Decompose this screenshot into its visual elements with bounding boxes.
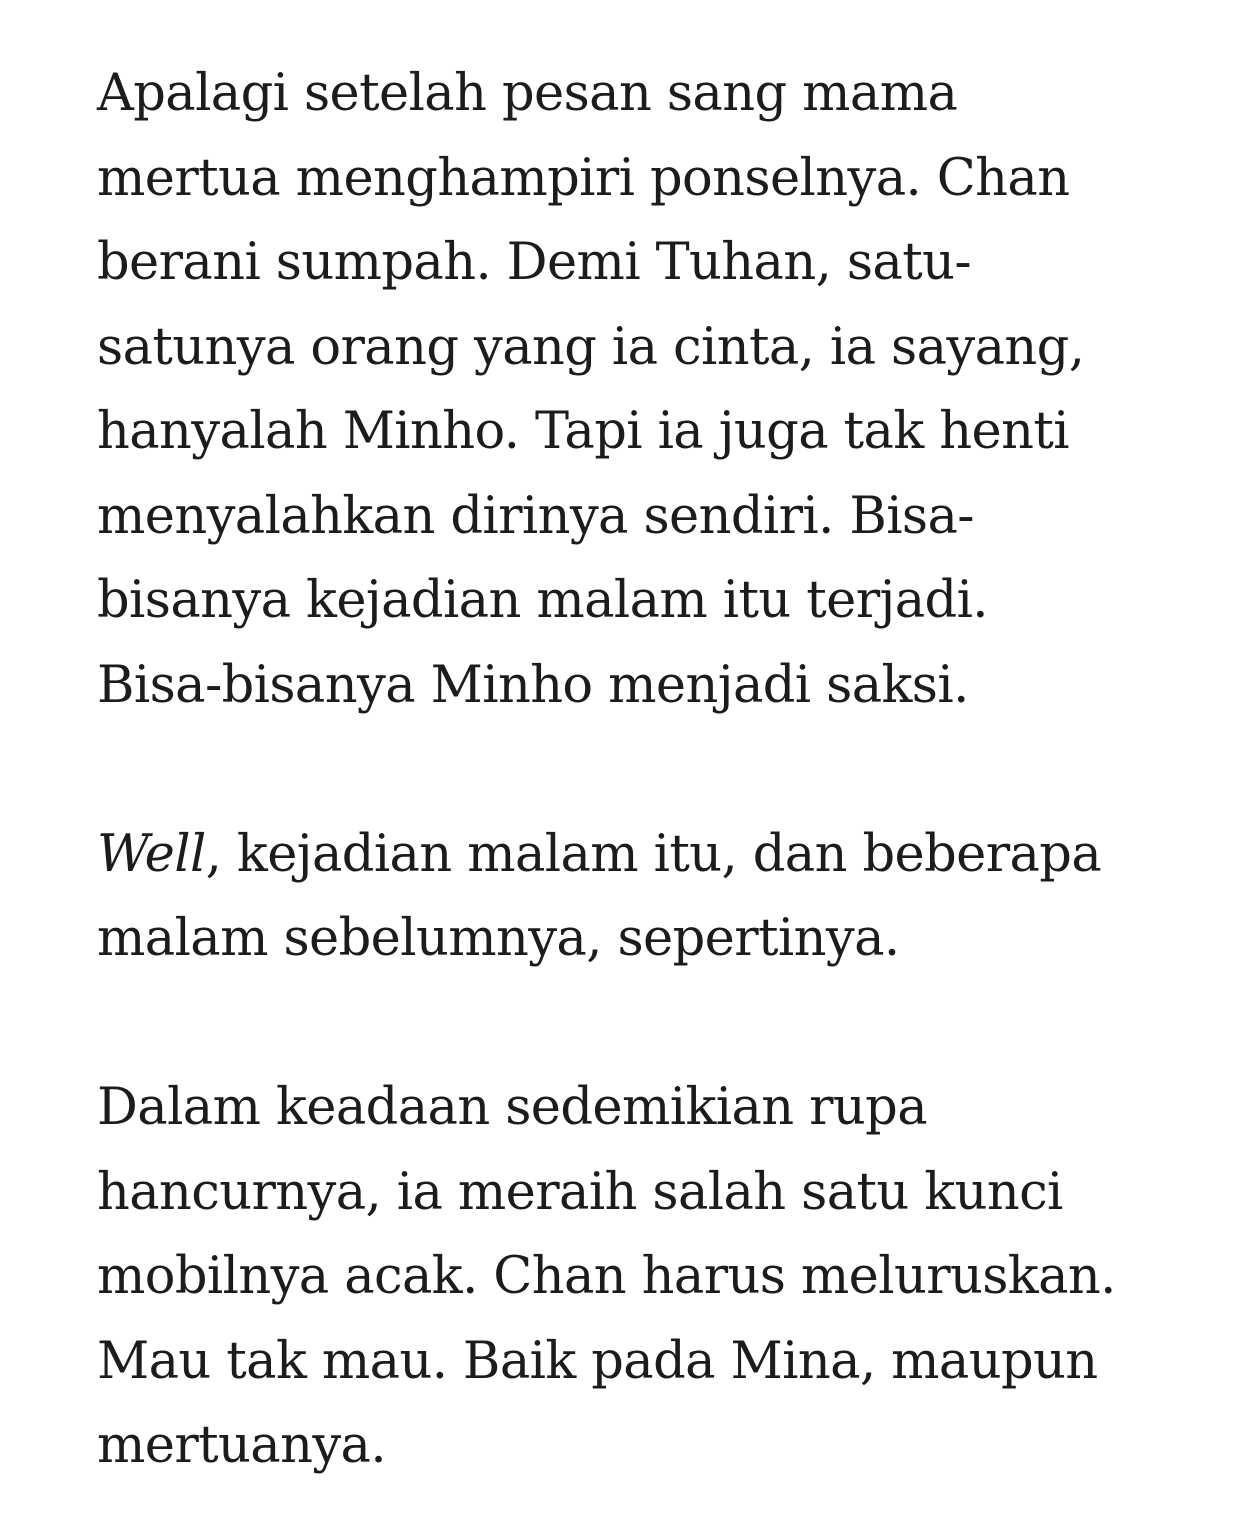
text-span: , kejadian malam itu, dan beberapa [205,824,1102,884]
text-line: Apalagi setelah pesan sang mama [97,64,958,123]
text-line: menyalahkan dirinya sendiri. Bisa- [97,486,974,546]
text-line: Mau tak mau. Baik pada Mina, maupun [97,1331,1098,1391]
text-line: bisanya kejadian malam itu terjadi. [97,571,988,630]
story-text [97,52,1207,1489]
text-line: satunya orang yang ia cinta, ia sayang, [97,317,1085,377]
text-line: mobilnya acak. Chan harus meluruskan. [97,1247,1116,1306]
text-line: mertua menghampiri ponselnya. Chan [97,148,1070,208]
paragraph-3 [97,1066,1207,1489]
italic-word: Well [97,824,206,884]
text-line: malam sebelumnya, sepertinya. [97,909,900,968]
text-line: Dalam keadaan sedemikian rupa [97,1078,928,1137]
paragraph-gap [97,728,1207,813]
text-line: mertuanya. [97,1416,386,1475]
paragraph-gap [97,982,1207,1067]
text-line [97,813,1207,898]
paragraph-2 [97,813,1207,982]
text-line: hanyalah Minho. Tapi ia juga tak henti [97,402,1069,461]
text-line: hancurnya, ia meraih salah satu kunci [97,1162,1063,1222]
paragraph-1 [97,52,1207,728]
text-line: Bisa-bisanya Minho menjadi saksi. [97,655,969,715]
text-line: berani sumpah. Demi Tuhan, satu- [97,233,971,292]
